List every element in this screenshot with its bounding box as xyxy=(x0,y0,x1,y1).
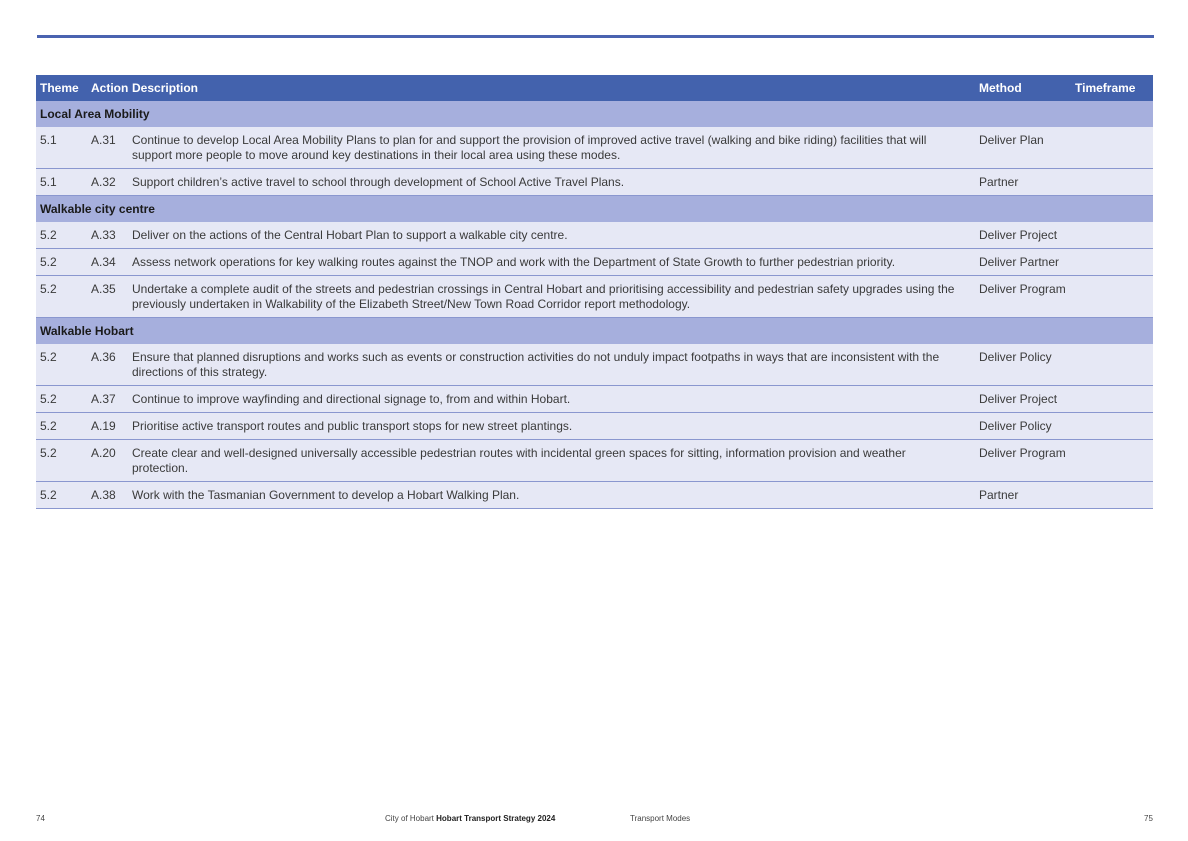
column-header-method: Method xyxy=(975,75,1071,101)
section-row-walkable-hobart xyxy=(36,318,1153,345)
action-cell: A.34 xyxy=(87,249,128,276)
method-cell: Partner xyxy=(975,169,1071,196)
description-cell: Undertake a complete audit of the streets and pedestrian crossings in Central Hobart and prioritising accessibility and pedestrian safety upgrades using the previously undertaken in Walkability of the Elizabeth Street/New Town Road Corridor report methodology. xyxy=(128,276,975,318)
action-cell: A.20 xyxy=(87,440,128,482)
table-row xyxy=(36,276,1153,318)
table-row xyxy=(36,386,1153,413)
table-row xyxy=(36,413,1153,440)
table-row xyxy=(36,249,1153,276)
section-title: Local Area Mobility xyxy=(36,101,1153,127)
description-cell: Work with the Tasmanian Government to develop a Hobart Walking Plan. xyxy=(128,482,975,509)
method-cell: Deliver Policy xyxy=(975,344,1071,386)
description-cell: Ensure that planned disruptions and works such as events or construction activities do not unduly impact footpaths in ways that are inconsistent with the directions of this strategy. xyxy=(128,344,975,386)
section-title: Walkable Hobart xyxy=(36,318,1153,345)
timeframe-cell xyxy=(1071,386,1153,413)
timeframe-cell xyxy=(1071,169,1153,196)
timeframe-cell xyxy=(1071,127,1153,169)
theme-cell: 5.2 xyxy=(36,222,87,249)
action-cell: A.35 xyxy=(87,276,128,318)
action-cell: A.32 xyxy=(87,169,128,196)
table-row xyxy=(36,169,1153,196)
action-cell: A.37 xyxy=(87,386,128,413)
description-cell: Continue to develop Local Area Mobility Plans to plan for and support the provision of improved active travel (walking and bike riding) facilities that will support more people to move around key destinations in their local area using these modes. xyxy=(128,127,975,169)
footer-doc-title: Hobart Transport Strategy 2024 xyxy=(436,814,556,823)
theme-cell: 5.2 xyxy=(36,440,87,482)
action-cell: A.33 xyxy=(87,222,128,249)
column-header-action: Action xyxy=(87,75,128,101)
page-number-left: 74 xyxy=(36,814,45,823)
description-cell: Prioritise active transport routes and public transport stops for new street plantings. xyxy=(128,413,975,440)
timeframe-cell xyxy=(1071,482,1153,509)
table-row xyxy=(36,482,1153,509)
method-cell: Deliver Program xyxy=(975,276,1071,318)
method-cell: Deliver Program xyxy=(975,440,1071,482)
table-row xyxy=(36,440,1153,482)
section-row-walkable-city-centre xyxy=(36,196,1153,223)
method-cell: Deliver Project xyxy=(975,386,1071,413)
description-cell: Create clear and well-designed universally accessible pedestrian routes with incidental green spaces for sitting, information provision and weather protection. xyxy=(128,440,975,482)
table-row xyxy=(36,222,1153,249)
method-cell: Deliver Project xyxy=(975,222,1071,249)
action-cell: A.38 xyxy=(87,482,128,509)
theme-cell: 5.2 xyxy=(36,276,87,318)
theme-cell: 5.2 xyxy=(36,386,87,413)
description-cell: Assess network operations for key walking routes against the TNOP and work with the Department of State Growth to further pedestrian priority. xyxy=(128,249,975,276)
column-header-theme: Theme xyxy=(36,75,87,101)
method-cell: Partner xyxy=(975,482,1071,509)
table-row xyxy=(36,127,1153,169)
theme-cell: 5.2 xyxy=(36,413,87,440)
footer-chapter: Transport Modes xyxy=(630,814,691,823)
column-header-description: Description xyxy=(128,75,975,101)
section-title: Walkable city centre xyxy=(36,196,1153,223)
description-cell: Deliver on the actions of the Central Hobart Plan to support a walkable city centre. xyxy=(128,222,975,249)
theme-cell: 5.2 xyxy=(36,482,87,509)
action-cell: A.19 xyxy=(87,413,128,440)
theme-cell: 5.1 xyxy=(36,169,87,196)
timeframe-cell xyxy=(1071,249,1153,276)
timeframe-cell xyxy=(1071,440,1153,482)
top-divider xyxy=(37,35,1154,38)
timeframe-cell xyxy=(1071,413,1153,440)
column-header-timeframe: Timeframe xyxy=(1071,75,1153,101)
timeframe-cell xyxy=(1071,344,1153,386)
timeframe-cell xyxy=(1071,276,1153,318)
theme-cell: 5.2 xyxy=(36,249,87,276)
action-cell: A.31 xyxy=(87,127,128,169)
description-cell: Support children’s active travel to school through development of School Active Travel Plans. xyxy=(128,169,975,196)
theme-cell: 5.2 xyxy=(36,344,87,386)
page-number-right: 75 xyxy=(1144,814,1153,823)
theme-cell: 5.1 xyxy=(36,127,87,169)
actions-table xyxy=(36,75,1153,509)
footer-document-title xyxy=(385,814,555,823)
description-cell: Continue to improve wayfinding and directional signage to, from and within Hobart. xyxy=(128,386,975,413)
table-row xyxy=(36,344,1153,386)
method-cell: Deliver Partner xyxy=(975,249,1071,276)
timeframe-cell xyxy=(1071,222,1153,249)
method-cell: Deliver Plan xyxy=(975,127,1071,169)
method-cell: Deliver Policy xyxy=(975,413,1071,440)
section-row-local-area-mobility xyxy=(36,101,1153,127)
table-header-row xyxy=(36,75,1153,101)
action-cell: A.36 xyxy=(87,344,128,386)
footer-org: City of Hobart xyxy=(385,814,434,823)
